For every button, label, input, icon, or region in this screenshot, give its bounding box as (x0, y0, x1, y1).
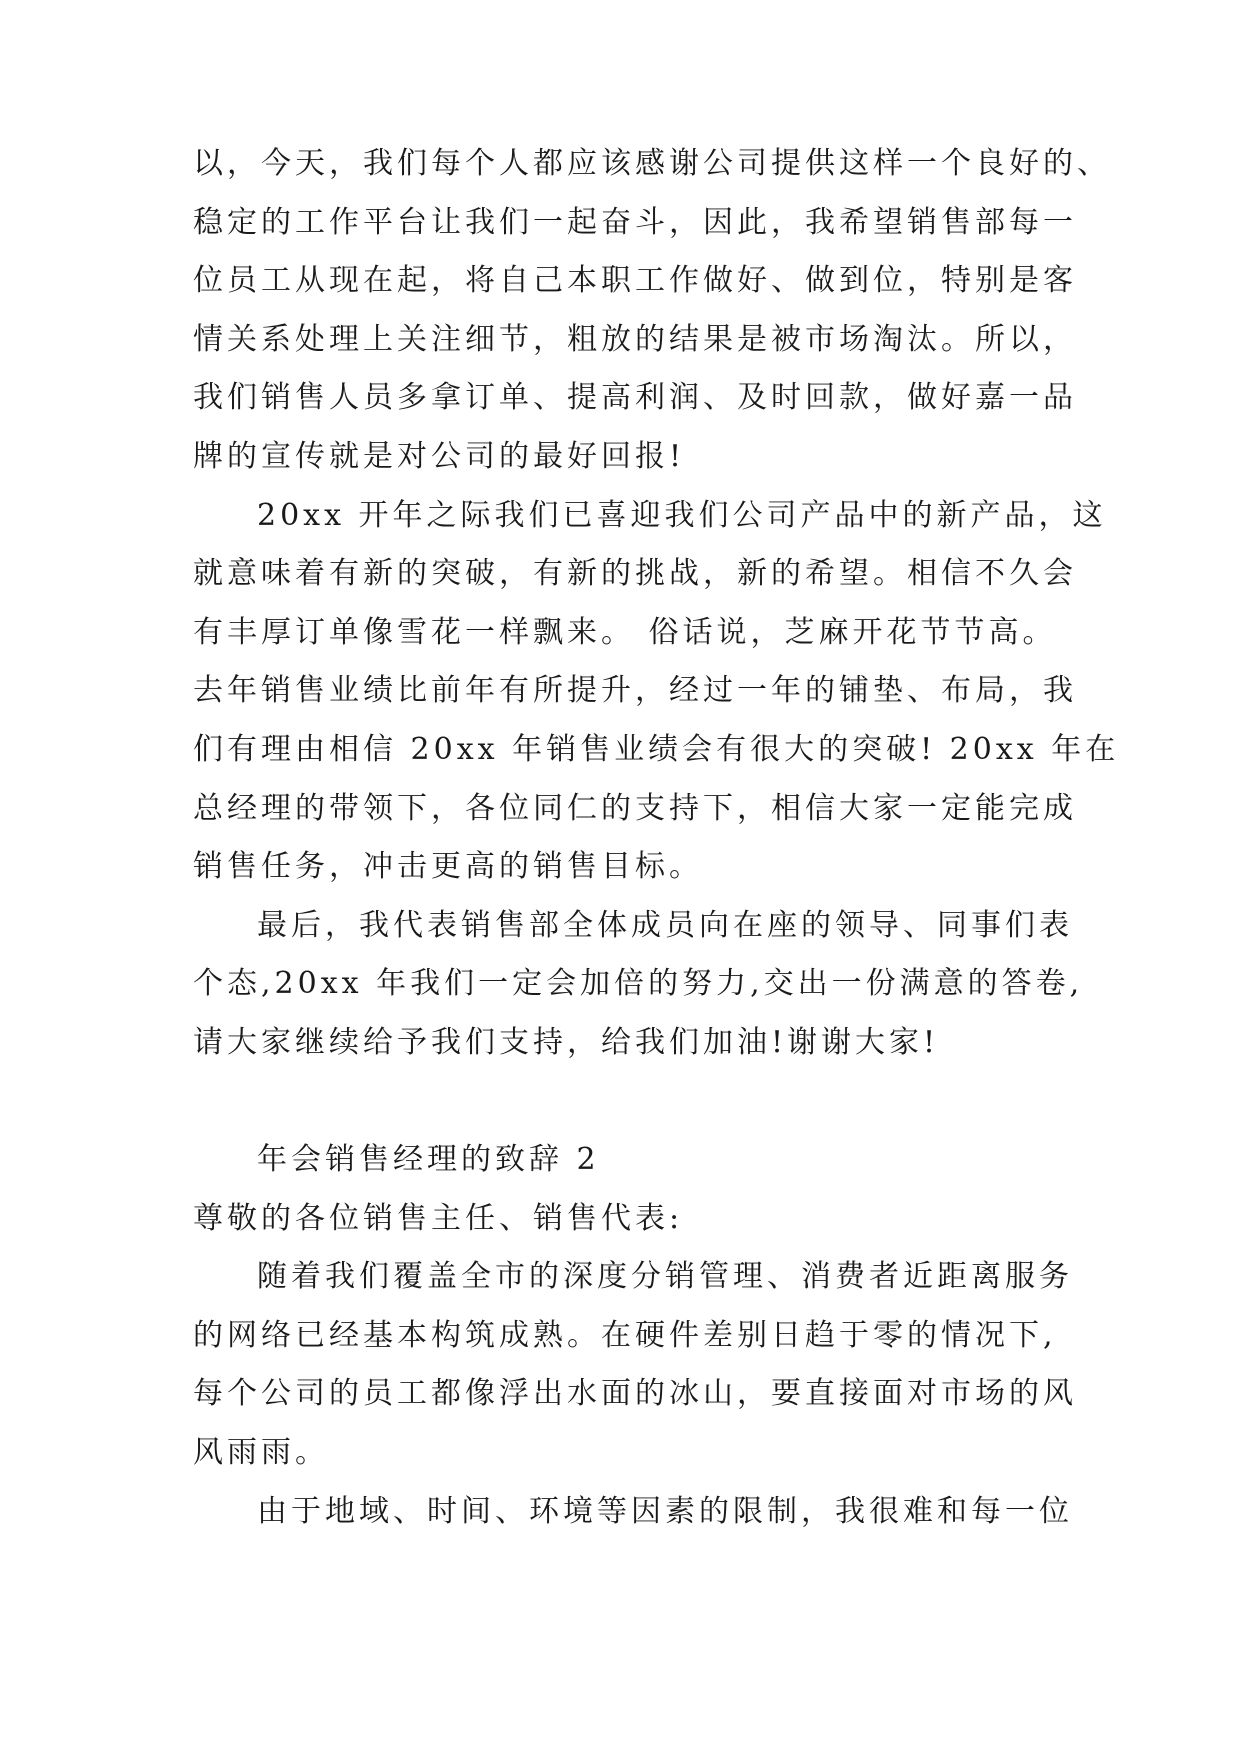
paragraph-line: 以，今天，我们每个人都应该感谢公司提供这样一个良好的、 (193, 146, 1111, 181)
section-title: 年会销售经理的致辞 2 (257, 1142, 600, 1178)
paragraph-line: 总经理的带领下，各位同仁的支持下，相信大家一定能完成 (193, 790, 1077, 826)
paragraph-line: 们有理由相信 20xx 年销售业绩会有很大的突破! 20xx 年在 (193, 731, 1120, 767)
paragraph-line: 稳定的工作平台让我们一起奋斗，因此，我希望销售部每一 (193, 204, 1077, 240)
paragraph-line: 风雨雨。 (193, 1435, 329, 1471)
section-gap (193, 1073, 1053, 1132)
paragraph-line: 由于地域、时间、环境等因素的限制，我很难和每一位 (257, 1493, 1073, 1529)
paragraph-line: 的网络已经基本构筑成熟。在硬件差别日趋于零的情况下, (193, 1317, 1057, 1353)
document-body (193, 135, 1120, 1541)
paragraph-line: 就意味着有新的突破，有新的挑战，新的希望。相信不久会 (193, 556, 1077, 592)
salutation: 尊敬的各位销售主任、销售代表: (193, 1200, 684, 1236)
paragraph-line: 20xx 开年之际我们已喜迎我们公司产品中的新产品，这 (257, 497, 1107, 533)
paragraph-line: 牌的宣传就是对公司的最好回报! (193, 438, 686, 474)
paragraph-line: 去年销售业绩比前年有所提升，经过一年的铺垫、布局，我 (193, 673, 1077, 709)
paragraph-line: 随着我们覆盖全市的深度分销管理、消费者近距离服务 (257, 1259, 1073, 1295)
paragraph-line: 情关系处理上关注细节，粗放的结果是被市场淘汰。所以， (193, 321, 1077, 357)
paragraph-line: 我们销售人员多拿订单、提高利润、及时回款，做好嘉一品 (193, 380, 1077, 416)
paragraph-line: 请大家继续给予我们支持，给我们加油!谢谢大家! (193, 1024, 940, 1060)
paragraph-line: 有丰厚订单像雪花一样飘来。 俗话说，芝麻开花节节高。 (193, 614, 1057, 650)
paragraph-line: 每个公司的员工都像浮出水面的冰山，要直接面对市场的风 (193, 1376, 1077, 1412)
paragraph-line: 个态,20xx 年我们一定会加倍的努力,交出一份满意的答卷, (193, 966, 1084, 1002)
paragraph-line: 销售任务，冲击更高的销售目标。 (193, 849, 703, 885)
paragraph-line: 位员工从现在起，将自己本职工作做好、做到位，特别是客 (193, 263, 1077, 299)
paragraph-line: 最后，我代表销售部全体成员向在座的领导、同事们表 (257, 907, 1073, 943)
